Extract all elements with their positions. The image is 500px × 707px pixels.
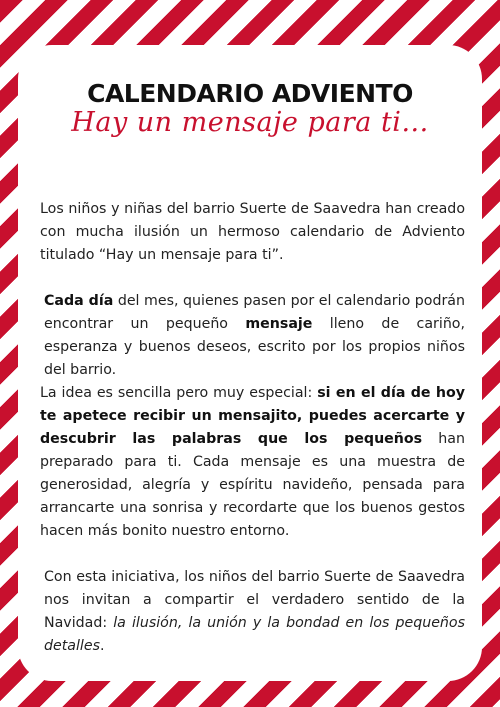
bold-text: Cada día [44, 293, 114, 309]
spacer [40, 267, 465, 290]
body-text [40, 198, 465, 658]
paragraph-idea [40, 382, 465, 543]
paragraph-closing [40, 566, 465, 658]
italic-text: la ilusión, la unión y la bondad en los pequeños detalles [44, 615, 466, 654]
content-card [18, 45, 482, 681]
spacer [40, 543, 465, 566]
paragraph-intro: Los niños y niñas del barrio Suerte de Saavedra han creado con mucha ilusión un hermoso calendario de Adviento titulado “Hay un mensaje para ti”. [40, 201, 465, 263]
page-subtitle: Hay un mensaje para ti... [71, 107, 429, 138]
body-span: La idea es sencilla pero muy especial: [40, 385, 318, 401]
body-span: del mes, quienes pasen por el calendario podrán encontrar un pequeño [44, 293, 465, 332]
paragraph-daily-message [40, 290, 465, 382]
page-title: CALENDARIO ADVIENTO [87, 79, 413, 108]
body-span: lleno de cariño, esperanza y buenos deseos, escrito por los propios niños del barrio. [44, 316, 465, 378]
bold-text: si en el día de hoy te apetece recibir un mensajito, puedes acercarte y descubrir las palabras que los pequeños [40, 385, 465, 447]
body-span: han preparado para ti. Cada mensaje es una muestra de generosidad, alegría y espíritu navideño, pensada para arrancarte una sonrisa y recordarte que los buenos gestos hacen más bonito nuestro entorno. [40, 431, 465, 539]
bold-text: mensaje [245, 316, 313, 332]
body-span: . [100, 638, 105, 654]
body-span: Con esta iniciativa, los niños del barrio Suerte de Saavedra nos invitan a compartir el verdadero sentido de la Navidad: [44, 569, 465, 631]
